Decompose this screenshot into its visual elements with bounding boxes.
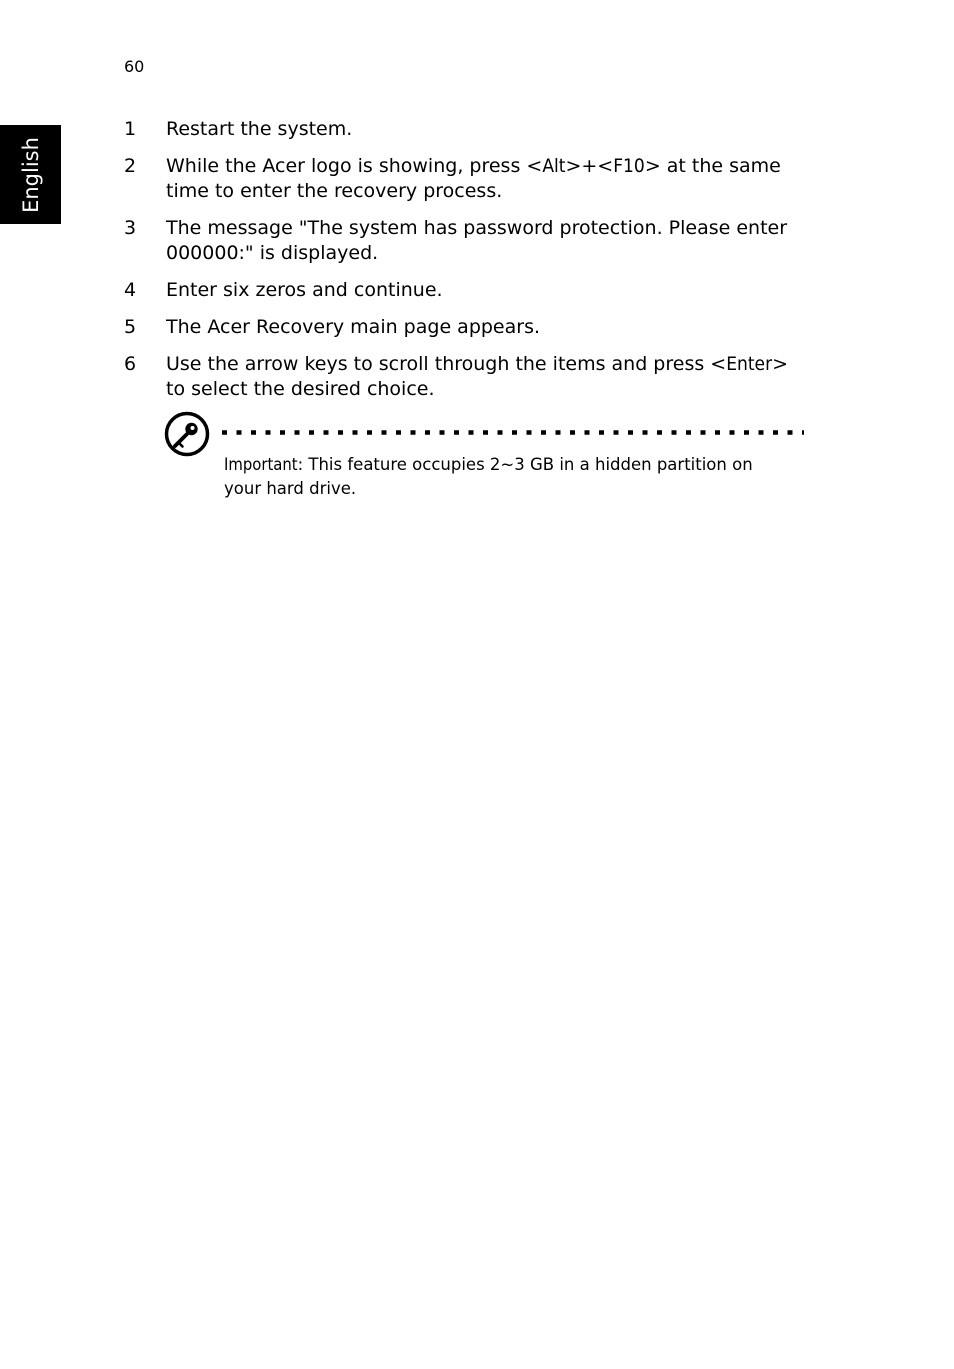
step-number: 6 [124, 353, 137, 375]
step-text: The message "The system has password protection. Please enter 000000:" is displayed. [166, 217, 788, 264]
step-text-part: While the Acer logo is showing, press < [166, 155, 543, 177]
step-text: Restart the system. [166, 118, 353, 140]
step-text: Enter six zeros and continue. [166, 279, 443, 301]
step-text: The Acer Recovery main page appears. [166, 316, 541, 338]
list-item [124, 352, 804, 402]
side-tab-label: English [18, 136, 43, 213]
step-number: 4 [124, 279, 137, 301]
key-name: Enter [726, 353, 773, 375]
dotted-divider [220, 430, 804, 435]
important-key-icon [164, 411, 210, 457]
note-body: : This feature occupies 2~3 GB in a hidden partition on your hard drive. [224, 455, 753, 498]
note-label: Important [224, 455, 298, 474]
list-item [124, 117, 804, 142]
list-item [124, 278, 804, 303]
step-text-part: Use the arrow keys to scroll through the items and press < [166, 353, 727, 375]
key-name: Alt [542, 155, 566, 177]
list-item [124, 154, 804, 204]
list-item [124, 315, 804, 340]
recovery-steps-list [124, 117, 804, 414]
step-number: 5 [124, 316, 137, 338]
step-number: 1 [124, 118, 137, 140]
page-number: 60 [124, 57, 145, 76]
note-text [224, 453, 794, 501]
step-text-part: > to select the desired choice. [166, 353, 789, 400]
language-side-tab [0, 125, 61, 224]
important-note [164, 411, 808, 511]
step-text [166, 353, 788, 400]
step-text-part: >+< [565, 155, 614, 177]
step-text [166, 155, 781, 202]
step-number: 2 [124, 155, 137, 177]
step-number: 3 [124, 217, 137, 239]
step-text-part: > at the same time to enter the recovery process. [166, 155, 781, 202]
key-name: F10 [613, 155, 645, 177]
list-item [124, 216, 804, 266]
